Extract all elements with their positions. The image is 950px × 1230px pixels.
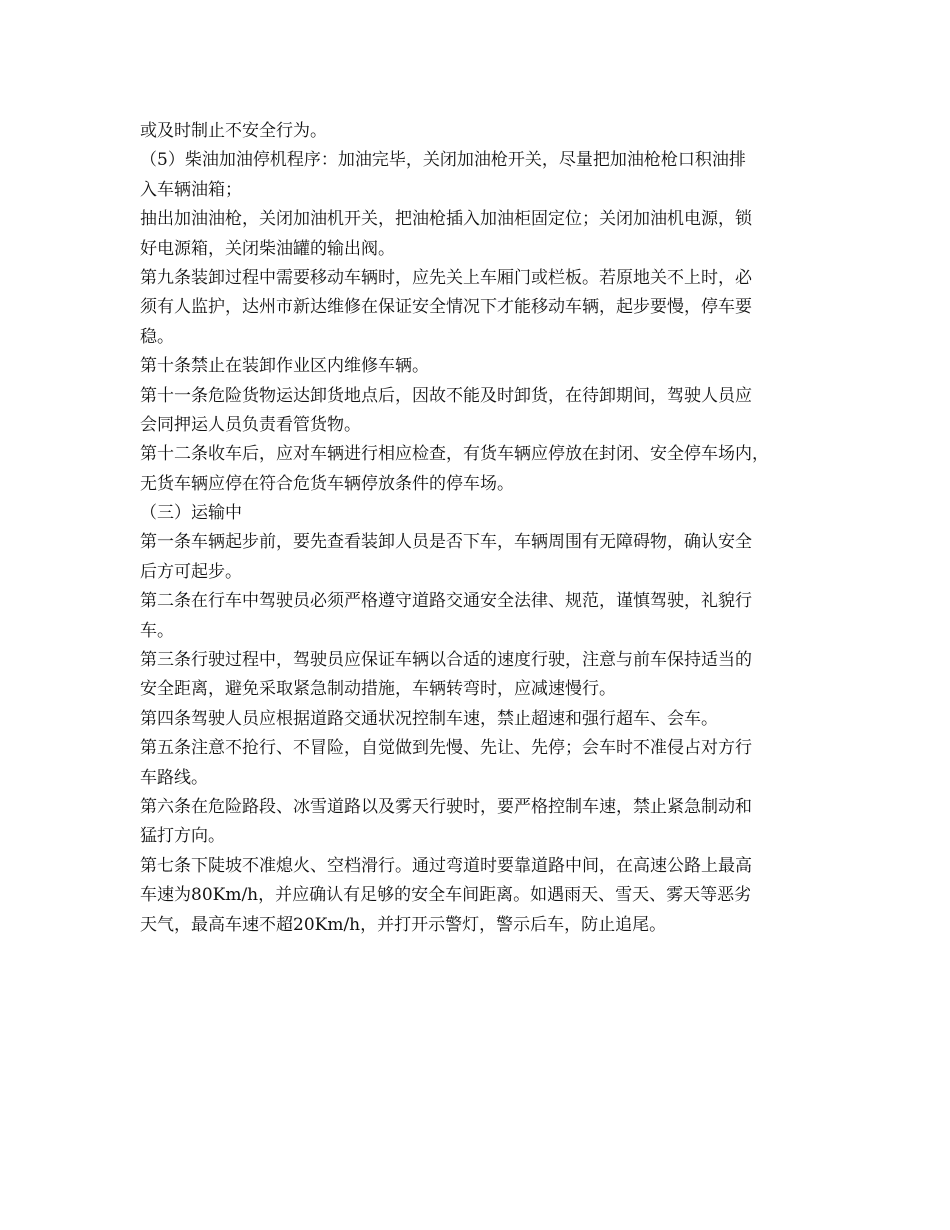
text-line: 猛打方向。 <box>140 826 225 847</box>
text-line: 第二条在行车中驾驶员必须严格遵守道路交通安全法律、规范，谨慎驾驶，礼貌行 <box>140 591 752 612</box>
text-line: 第五条注意不抢行、不冒险，自觉做到先慢、先让、先停；会车时不准侵占对方行 <box>140 738 752 759</box>
section-heading: （三）运输中 <box>140 503 242 524</box>
text-line: 车路线。 <box>140 767 208 788</box>
text-line: 须有人监护，达州市新达维修在保证安全情况下才能移动车辆，起步要慢，停车要 <box>140 297 752 318</box>
text-line: 会同押运人员负责看管货物。 <box>140 414 361 435</box>
text-line: 后方可起步。 <box>140 561 242 582</box>
text-line: 安全距离，避免采取紧急制动措施，车辆转弯时，应减速慢行。 <box>140 679 616 700</box>
text-line: 车。 <box>140 620 174 641</box>
text-line: 无货车辆应停在符合危货车辆停放条件的停车场。 <box>140 473 514 494</box>
text-line: 第十条禁止在装卸作业区内维修车辆。 <box>140 356 429 377</box>
text-line: 第三条行驶过程中，驾驶员应保证车辆以合适的速度行驶，注意与前车保持适当的 <box>140 650 752 671</box>
text-line: 稳。 <box>140 326 174 347</box>
text-line: 第十一条危险货物运达卸货地点后，因故不能及时卸货，在待卸期间，驾驶人员应 <box>140 385 752 406</box>
text-line: 第九条装卸过程中需要移动车辆时，应先关上车厢门或栏板。若原地关不上时，必 <box>140 267 752 288</box>
text-line: 第六条在危险路段、冰雪道路以及雾天行驶时，要严格控制车速，禁止紧急制动和 <box>140 796 752 817</box>
text-line: 第十二条收车后，应对车辆进行相应检查，有货车辆应停放在封闭、安全停车场内， <box>140 444 769 465</box>
text-line: 第七条下陡坡不准熄火、空档滑行。通过弯道时要靠道路中间，在高速公路上最高 <box>140 855 752 876</box>
text-line: 第四条驾驶人员应根据道路交通状况控制车速，禁止超速和强行超车、会车。 <box>140 708 718 729</box>
text-line: 车速为80Km/h，并应确认有足够的安全车间距离。如遇雨天、雪天、雾天等恶劣 <box>140 885 752 906</box>
document-body <box>140 117 820 940</box>
text-line: 第一条车辆起步前，要先查看装卸人员是否下车，车辆周围有无障碍物，确认安全 <box>140 532 752 553</box>
text-line: 抽出加油油枪，关闭加油机开关，把油枪插入加油柜固定位；关闭加油机电源，锁 <box>140 209 752 230</box>
text-line: 好电源箱，关闭柴油罐的输出阀。 <box>140 238 395 259</box>
text-line: 天气，最高车速不超20Km/h，并打开示警灯，警示后车，防止追尾。 <box>140 914 667 935</box>
text-line: （5）柴油加油停机程序：加油完毕，关闭加油枪开关，尽量把加油枪枪口积油排 <box>140 150 746 171</box>
text-line: 或及时制止不安全行为。 <box>140 121 327 141</box>
text-line: 入车辆油箱； <box>140 179 242 200</box>
